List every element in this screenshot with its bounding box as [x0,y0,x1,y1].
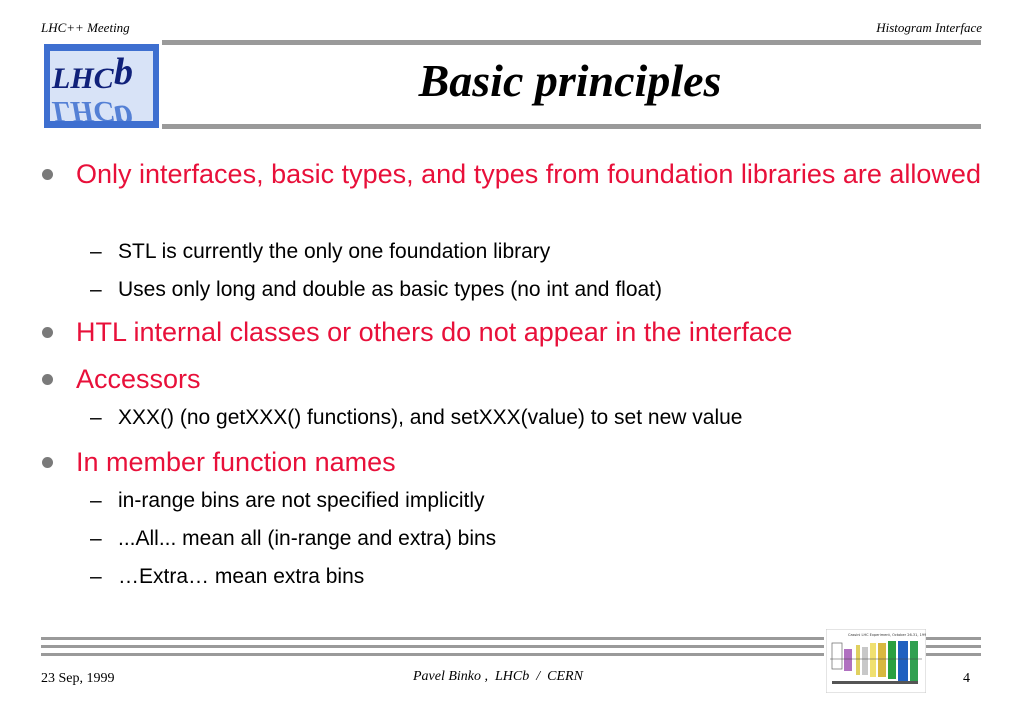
bullet-item [76,314,981,351]
sub-bullet-item [90,487,978,515]
footer-rule [41,645,824,648]
dash-icon: – [90,565,102,588]
sub-bullet-item [90,404,978,432]
slide-title: Basic principles [418,55,722,106]
bullet-item [76,156,981,193]
bullet-dot-icon [42,457,53,468]
sub-bullet-text: …Extra… mean extra bins [118,565,365,588]
detector-thumbnail [826,629,926,693]
dash-icon: – [90,489,102,512]
svg-text:b: b [114,97,133,128]
dash-icon: – [90,240,102,263]
svg-text:b: b [114,51,133,93]
footer-rule [41,653,824,656]
bullet-text: Only interfaces, basic types, and types from foundation libraries are allowed [76,159,981,189]
header-rule [162,40,981,45]
sub-bullet-item [90,276,978,304]
bullet-text: HTL internal classes or others do not appear in the interface [76,317,793,347]
sub-bullet-text: ...All... mean all (in-range and extra) bins [118,527,497,550]
footer-author: Pavel Binko , LHCb / CERN [413,669,583,684]
svg-text:LHC: LHC [52,62,114,95]
bullet-item [76,361,981,398]
dash-icon: – [90,527,102,550]
svg-text:LHC: LHC [52,95,114,128]
sub-bullet-text: Uses only long and double as basic types (no int and float) [118,278,663,301]
footer-rule [926,637,981,640]
sub-bullet-item [90,238,978,266]
bullet-text: In member function names [76,447,396,477]
header-meeting-title: LHC++ Meeting [41,20,130,35]
sub-bullet-item [90,525,978,553]
lhcb-logo [44,44,159,128]
bullet-text: Accessors [76,364,201,394]
sub-bullet-text: STL is currently the only one foundation library [118,240,551,263]
sub-bullet-item [90,563,978,591]
header-topic: Histogram Interface [876,20,982,35]
footer-rule [926,653,981,656]
bullet-dot-icon [42,327,53,338]
footer-rule [41,637,824,640]
bullet-item [76,444,981,481]
sub-bullet-text: XXX() (no getXXX() functions), and setXXX(value) to set new value [118,406,743,429]
page-number: 4 [963,671,970,686]
sub-bullet-text: in-range bins are not specified implicitly [118,489,485,512]
footer-date: 23 Sep, 1999 [41,671,115,686]
footer-rule [926,645,981,648]
dash-icon: – [90,406,102,429]
bullet-dot-icon [42,374,53,385]
dash-icon: – [90,278,102,301]
title-rule [162,124,981,129]
thumbnail-caption: Cassini LHC Experiment, October 26-31, 1997 [848,633,926,637]
bullet-dot-icon [42,169,53,180]
